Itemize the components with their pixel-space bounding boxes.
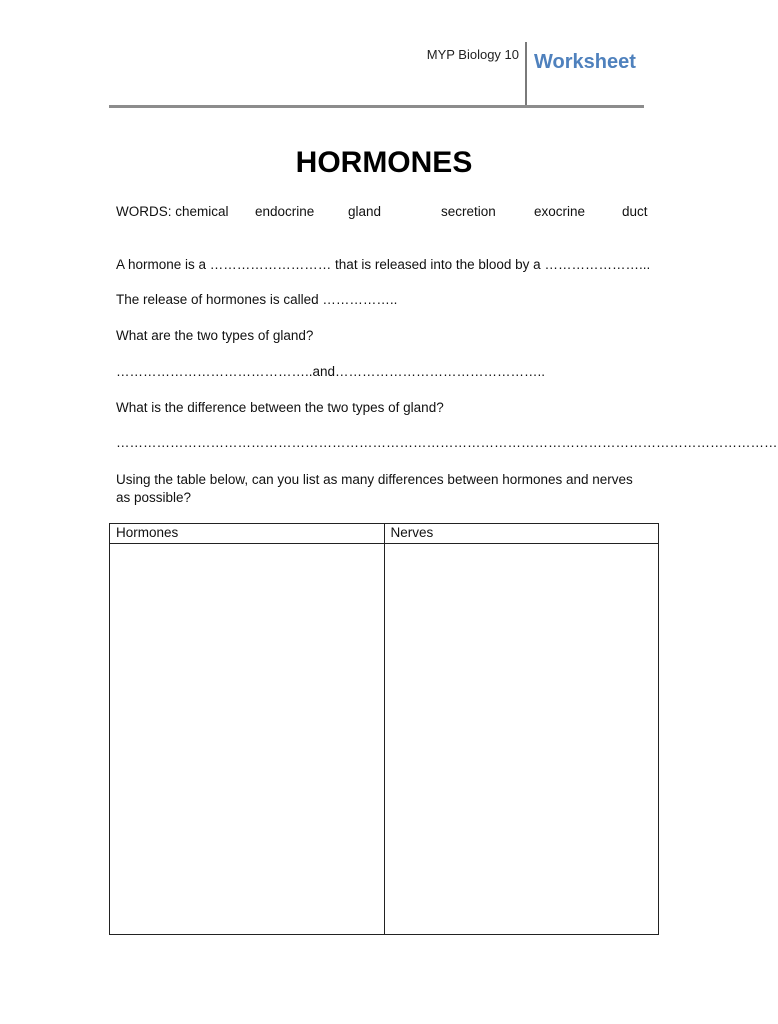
word-bank-label: WORDS: chemical <box>116 204 229 219</box>
header-nerves: Nerves <box>384 524 659 544</box>
course-label: MYP Biology 10 <box>426 47 519 62</box>
table-header-row <box>110 524 659 544</box>
header-hormones: Hormones <box>110 524 385 544</box>
nerves-answer-cell[interactable] <box>384 544 659 935</box>
answer-line-gland-types: ……………………………………..and……………………………………….. <box>116 364 546 379</box>
word-duct: duct <box>622 204 648 219</box>
answer-line-gland-difference: ………………………………………………………………………………………………………………………………… <box>116 435 778 450</box>
hormones-answer-cell[interactable] <box>110 544 385 935</box>
table-prompt: Using the table below, can you list as many differences between hormones and nerves as possible? <box>116 472 633 505</box>
word-exocrine: exocrine <box>534 204 586 219</box>
word-gland: gland <box>348 204 382 219</box>
page-title: HORMONES <box>295 146 473 179</box>
word-secretion: secretion <box>441 204 496 219</box>
question-hormone-definition: A hormone is a ……………………… that is released into the blood by a …………………... <box>116 257 651 272</box>
header-divider <box>525 42 527 106</box>
word-bank <box>116 204 656 222</box>
word-endocrine: endocrine <box>255 204 315 219</box>
comparison-table <box>109 523 659 935</box>
question-secretion: The release of hormones is called …………….. <box>116 292 398 307</box>
question-gland-difference: What is the difference between the two types of gland? <box>116 400 444 415</box>
table-answer-row <box>110 544 659 935</box>
question-gland-types: What are the two types of gland? <box>116 328 314 343</box>
header-rule <box>109 105 644 108</box>
document-type-label: Worksheet <box>534 51 636 73</box>
